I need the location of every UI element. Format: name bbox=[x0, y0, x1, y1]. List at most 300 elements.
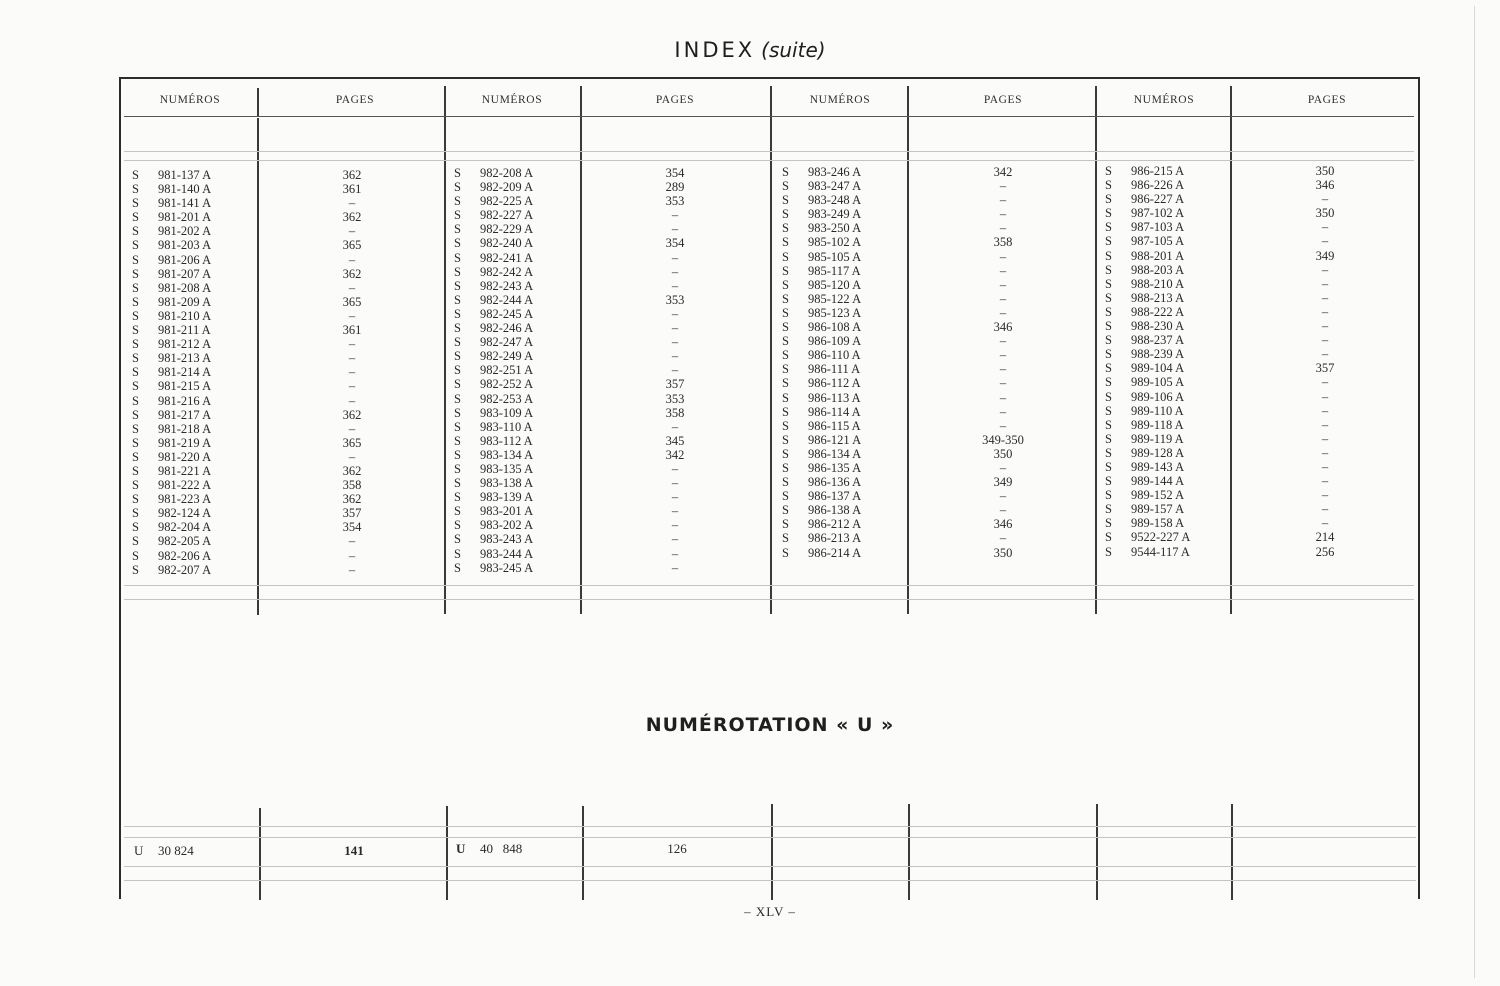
entry-number: 981-207 A bbox=[158, 266, 212, 281]
entry-number: 988-230 A bbox=[1131, 319, 1185, 334]
entry-prefix: S bbox=[782, 320, 789, 335]
entry-number: 989-128 A bbox=[1131, 445, 1185, 460]
entry-prefix: S bbox=[1105, 544, 1112, 559]
entry-page: – bbox=[1321, 488, 1329, 503]
entry-prefix: S bbox=[1105, 347, 1112, 362]
entry-page: 358 bbox=[342, 478, 362, 493]
entry-number: 982-246 A bbox=[480, 321, 534, 336]
entry-page: – bbox=[671, 335, 679, 350]
entry-page: – bbox=[348, 449, 356, 464]
entry-number: 981-201 A bbox=[158, 210, 212, 225]
entry-prefix: S bbox=[132, 294, 139, 309]
entry-number: 981-203 A bbox=[158, 238, 212, 253]
entry-prefix: S bbox=[1105, 262, 1112, 277]
header-pages-3: PAGES bbox=[983, 94, 1023, 106]
entry-page: – bbox=[1321, 276, 1329, 291]
entry-number: 985-122 A bbox=[808, 291, 862, 306]
entry-prefix: S bbox=[132, 337, 139, 352]
entry-page: – bbox=[348, 393, 356, 408]
entry-page: – bbox=[348, 308, 356, 323]
entry-prefix: S bbox=[132, 252, 139, 267]
entry-page: 349-350 bbox=[982, 432, 1024, 447]
entry-number: 981-218 A bbox=[158, 421, 212, 436]
entry-number: 982-204 A bbox=[158, 520, 212, 535]
entry-prefix: S bbox=[1105, 530, 1112, 545]
column-separator bbox=[770, 86, 772, 614]
entry-page: 353 bbox=[665, 292, 685, 307]
entry-page: 361 bbox=[342, 323, 362, 338]
u-rule bbox=[124, 826, 1416, 827]
column-separator bbox=[580, 86, 582, 614]
entry-prefix: S bbox=[454, 321, 461, 336]
entry-prefix: S bbox=[132, 407, 139, 422]
entry-number: 986-109 A bbox=[808, 334, 862, 349]
entry-number: 989-158 A bbox=[1131, 516, 1185, 531]
entry-prefix: S bbox=[454, 461, 461, 476]
entry-page: – bbox=[671, 546, 679, 561]
entry-page: – bbox=[1321, 459, 1329, 474]
u-number: 30 824 bbox=[158, 843, 194, 858]
entry-page: 350 bbox=[1315, 206, 1335, 221]
entry-page: – bbox=[348, 379, 356, 394]
entry-page: 362 bbox=[342, 266, 362, 281]
u-column-separator bbox=[446, 806, 448, 900]
entry-page: – bbox=[999, 348, 1007, 363]
entry-number: 989-143 A bbox=[1131, 459, 1185, 474]
entry-prefix: S bbox=[1105, 417, 1112, 432]
header-pages-1: PAGES bbox=[335, 94, 375, 106]
entry-number: 982-205 A bbox=[158, 534, 212, 549]
entry-page: – bbox=[671, 349, 679, 364]
entry-prefix: S bbox=[782, 362, 789, 377]
entry-number: 986-135 A bbox=[808, 460, 862, 475]
entry-number: 983-201 A bbox=[480, 504, 534, 519]
entry-prefix: S bbox=[454, 278, 461, 293]
entry-page: 346 bbox=[1315, 178, 1335, 193]
entry-prefix: S bbox=[1105, 192, 1112, 207]
entry-prefix: S bbox=[1105, 474, 1112, 489]
entry-page: – bbox=[671, 222, 679, 237]
header-pages-4: PAGES bbox=[1307, 94, 1347, 106]
entry-prefix: S bbox=[782, 334, 789, 349]
entry-number: 983-250 A bbox=[808, 221, 862, 236]
entry-prefix: S bbox=[132, 562, 139, 577]
entry-prefix: S bbox=[454, 180, 461, 195]
entry-number: 986-227 A bbox=[1131, 192, 1185, 207]
column-separator bbox=[257, 88, 259, 116]
entry-page: – bbox=[999, 531, 1007, 546]
entry-number: 981-206 A bbox=[158, 252, 212, 267]
entry-page: 362 bbox=[342, 168, 362, 182]
entry-prefix: S bbox=[1105, 248, 1112, 263]
entry-number: 989-104 A bbox=[1131, 361, 1185, 376]
entry-number: 989-110 A bbox=[1131, 403, 1184, 418]
entry-prefix: S bbox=[454, 349, 461, 364]
entry-number: 983-246 A bbox=[808, 165, 862, 179]
entry-page: 362 bbox=[342, 407, 362, 422]
entry-page: – bbox=[999, 334, 1007, 349]
entry-number: 981-137 A bbox=[158, 168, 212, 182]
entry-number: 981-214 A bbox=[158, 365, 212, 380]
entry-page: – bbox=[1321, 319, 1329, 334]
entry-page: 350 bbox=[993, 545, 1013, 560]
entry-number: 981-217 A bbox=[158, 407, 212, 422]
entry-number: 983-247 A bbox=[808, 179, 862, 194]
entry-page: 346 bbox=[993, 517, 1013, 532]
table-end-rule bbox=[124, 599, 1414, 600]
entry-prefix: S bbox=[782, 221, 789, 236]
entry-number: 981-223 A bbox=[158, 492, 212, 507]
entry-prefix: S bbox=[782, 418, 789, 433]
entry-number: 981-141 A bbox=[158, 196, 212, 211]
entry-number: 988-203 A bbox=[1131, 262, 1185, 277]
entry-number: 989-152 A bbox=[1131, 488, 1185, 503]
entry-prefix: S bbox=[1105, 276, 1112, 291]
entry-prefix: S bbox=[454, 194, 461, 209]
entry-prefix: S bbox=[782, 193, 789, 208]
entry-prefix: S bbox=[132, 224, 139, 239]
entry-prefix: S bbox=[454, 518, 461, 533]
u-entry-2 bbox=[456, 841, 522, 857]
u-rule bbox=[124, 880, 1416, 881]
entry-page: – bbox=[671, 518, 679, 533]
entry-prefix: S bbox=[132, 351, 139, 366]
entry-number: 982-124 A bbox=[158, 506, 212, 521]
entry-prefix: S bbox=[782, 460, 789, 475]
entry-prefix: S bbox=[782, 165, 789, 179]
entry-number: 982-208 A bbox=[480, 166, 534, 180]
entry-number: 986-110 A bbox=[808, 348, 861, 363]
entry-page: 365 bbox=[342, 435, 362, 450]
entry-prefix: S bbox=[1105, 431, 1112, 446]
section-title-u: NUMÉROTATION « U » bbox=[645, 714, 895, 736]
u-prefix: U bbox=[134, 843, 144, 858]
entry-page: – bbox=[671, 504, 679, 519]
entry-number: 982-251 A bbox=[480, 363, 534, 378]
entry-number: 986-115 A bbox=[808, 418, 861, 433]
entry-page: – bbox=[671, 208, 679, 223]
entry-prefix: S bbox=[132, 365, 139, 380]
entry-number: 981-202 A bbox=[158, 224, 212, 239]
entry-prefix: S bbox=[1105, 516, 1112, 531]
entry-number: 983-202 A bbox=[480, 518, 534, 533]
entry-number: 983-243 A bbox=[480, 532, 534, 547]
u-column-separator bbox=[259, 808, 261, 900]
entry-page: – bbox=[671, 476, 679, 491]
entry-prefix: S bbox=[1105, 178, 1112, 193]
entry-page: – bbox=[348, 224, 356, 239]
entry-prefix: S bbox=[782, 390, 789, 405]
column-separator bbox=[907, 86, 909, 614]
entry-prefix: S bbox=[1105, 375, 1112, 390]
entry-page: 354 bbox=[342, 520, 362, 535]
entry-prefix: S bbox=[782, 235, 789, 250]
entry-number: 982-243 A bbox=[480, 278, 534, 293]
pages-list-3 bbox=[953, 165, 1053, 560]
entry-prefix: S bbox=[1105, 445, 1112, 460]
entry-page: – bbox=[1321, 347, 1329, 362]
entry-page: – bbox=[1321, 234, 1329, 249]
entry-page: – bbox=[348, 534, 356, 549]
entry-number: 982-227 A bbox=[480, 208, 534, 223]
entry-prefix: S bbox=[454, 532, 461, 547]
entry-page: 342 bbox=[993, 165, 1013, 179]
entry-page: – bbox=[671, 321, 679, 336]
entry-page: – bbox=[1321, 333, 1329, 348]
entry-prefix: S bbox=[1105, 389, 1112, 404]
entry-prefix: S bbox=[454, 306, 461, 321]
entry-number: 985-117 A bbox=[808, 263, 861, 278]
entry-page: 353 bbox=[665, 194, 685, 209]
entry-number: 985-102 A bbox=[808, 235, 862, 250]
entry-page: 350 bbox=[993, 446, 1013, 461]
page-number: – XLV – bbox=[744, 904, 796, 919]
entry-number: 989-119 A bbox=[1131, 431, 1184, 446]
entry-page: 358 bbox=[665, 405, 685, 420]
entry-prefix: S bbox=[132, 506, 139, 521]
entry-page: – bbox=[671, 419, 679, 434]
entry-prefix: S bbox=[454, 391, 461, 406]
entry-prefix: S bbox=[782, 305, 789, 320]
entry-page: 357 bbox=[342, 506, 362, 521]
entry-number: 987-103 A bbox=[1131, 220, 1185, 235]
entry-page: – bbox=[348, 337, 356, 352]
entry-prefix: S bbox=[132, 421, 139, 436]
entry-number: 989-118 A bbox=[1131, 417, 1184, 432]
entry-page: – bbox=[1321, 375, 1329, 390]
entry-number: 983-109 A bbox=[480, 405, 534, 420]
entry-number: 983-135 A bbox=[480, 461, 534, 476]
entry-number: 983-110 A bbox=[480, 419, 533, 434]
entry-number: 988-201 A bbox=[1131, 248, 1185, 263]
entry-number: 989-106 A bbox=[1131, 389, 1185, 404]
page-title bbox=[0, 38, 1500, 62]
entry-number: 981-213 A bbox=[158, 351, 212, 366]
pages-list-4 bbox=[1275, 164, 1375, 559]
entry-number: 986-138 A bbox=[808, 503, 862, 518]
entry-number: 982-209 A bbox=[480, 180, 534, 195]
entry-prefix: S bbox=[1105, 333, 1112, 348]
entry-page: – bbox=[1321, 502, 1329, 517]
header-rule bbox=[124, 116, 1414, 117]
entry-page: 345 bbox=[665, 433, 685, 448]
entry-number: 981-216 A bbox=[158, 393, 212, 408]
entry-page: – bbox=[671, 278, 679, 293]
entry-page: 342 bbox=[665, 447, 685, 462]
entry-prefix: S bbox=[132, 210, 139, 225]
entry-prefix: S bbox=[132, 266, 139, 281]
header-rule bbox=[124, 151, 1414, 152]
entry-number: 988-222 A bbox=[1131, 304, 1185, 319]
entry-page: – bbox=[1321, 445, 1329, 460]
entry-page: – bbox=[999, 221, 1007, 236]
entry-prefix: S bbox=[1105, 488, 1112, 503]
entry-number: 982-229 A bbox=[480, 222, 534, 237]
entry-page: – bbox=[999, 460, 1007, 475]
entry-prefix: S bbox=[782, 446, 789, 461]
entry-page: – bbox=[671, 461, 679, 476]
entry-number: 982-245 A bbox=[480, 306, 534, 321]
u-column-separator bbox=[908, 804, 910, 900]
entry-page: 361 bbox=[342, 182, 362, 197]
entry-prefix: S bbox=[454, 504, 461, 519]
entry-page: 354 bbox=[665, 236, 685, 251]
entry-number: 989-144 A bbox=[1131, 474, 1185, 489]
entry-prefix: S bbox=[1105, 361, 1112, 376]
entry-prefix: S bbox=[782, 475, 789, 490]
entry-prefix: S bbox=[454, 490, 461, 505]
entry-page: 289 bbox=[665, 180, 685, 195]
entry-page: 365 bbox=[342, 238, 362, 253]
entry-page: – bbox=[348, 562, 356, 577]
entry-number: 983-138 A bbox=[480, 476, 534, 491]
entry-number: 988-210 A bbox=[1131, 276, 1185, 291]
entry-page: – bbox=[999, 390, 1007, 405]
entry-prefix: S bbox=[782, 531, 789, 546]
entry-page: – bbox=[1321, 290, 1329, 305]
entry-number: 981-209 A bbox=[158, 294, 212, 309]
entry-page: – bbox=[1321, 431, 1329, 446]
entry-page: – bbox=[671, 363, 679, 378]
entry-prefix: S bbox=[132, 168, 139, 182]
entry-prefix: S bbox=[454, 419, 461, 434]
entry-number: 982-242 A bbox=[480, 264, 534, 279]
entry-page: 346 bbox=[993, 320, 1013, 335]
entry-page: – bbox=[1321, 516, 1329, 531]
entry-page: – bbox=[999, 376, 1007, 391]
entry-prefix: S bbox=[132, 548, 139, 563]
entry-prefix: S bbox=[782, 291, 789, 306]
entry-number: 982-206 A bbox=[158, 548, 212, 563]
entry-number: 982-253 A bbox=[480, 391, 534, 406]
entry-prefix: S bbox=[782, 263, 789, 278]
entry-page: 350 bbox=[1315, 164, 1335, 178]
page-edge bbox=[1474, 6, 1475, 978]
entry-number: 989-105 A bbox=[1131, 375, 1185, 390]
entry-prefix: S bbox=[454, 363, 461, 378]
entry-page: 362 bbox=[342, 210, 362, 225]
entry-number: 9522-227 A bbox=[1131, 530, 1191, 545]
column-separator bbox=[1095, 86, 1097, 614]
entry-prefix: S bbox=[782, 179, 789, 194]
entry-number: 988-239 A bbox=[1131, 347, 1185, 362]
entry-prefix: S bbox=[454, 264, 461, 279]
entry-page: – bbox=[999, 362, 1007, 377]
entry-prefix: S bbox=[1105, 220, 1112, 235]
entry-prefix: S bbox=[782, 545, 789, 560]
entry-page: 349 bbox=[1315, 248, 1335, 263]
header-numeros-4: NUMÉROS bbox=[1133, 94, 1195, 106]
entry-prefix: S bbox=[1105, 164, 1112, 178]
entry-prefix: S bbox=[132, 463, 139, 478]
header-numeros-2: NUMÉROS bbox=[481, 94, 543, 106]
entry-number: 983-248 A bbox=[808, 193, 862, 208]
entry-number: 981-211 A bbox=[158, 323, 211, 338]
entry-number: 9544-117 A bbox=[1131, 544, 1190, 559]
entry-prefix: S bbox=[454, 433, 461, 448]
u-column-separator bbox=[582, 806, 584, 900]
entry-page: 365 bbox=[342, 294, 362, 309]
entry-number: 982-225 A bbox=[480, 194, 534, 209]
entry-page: 358 bbox=[993, 235, 1013, 250]
entry-prefix: S bbox=[454, 166, 461, 180]
entry-number: 986-111 A bbox=[808, 362, 861, 377]
entry-number: 981-215 A bbox=[158, 379, 212, 394]
u-column-separator bbox=[1096, 804, 1098, 900]
entry-page: – bbox=[348, 351, 356, 366]
entry-page: – bbox=[1321, 417, 1329, 432]
entry-prefix: S bbox=[782, 503, 789, 518]
entry-number: 987-105 A bbox=[1131, 234, 1185, 249]
header-pages-2: PAGES bbox=[655, 94, 695, 106]
entry-page: – bbox=[1321, 474, 1329, 489]
entry-page: – bbox=[348, 548, 356, 563]
entry-number: 983-112 A bbox=[480, 433, 533, 448]
entry-page: – bbox=[999, 404, 1007, 419]
entry-prefix: S bbox=[454, 560, 461, 575]
u-column-separator bbox=[1231, 804, 1233, 900]
header-numeros-3: NUMÉROS bbox=[809, 94, 871, 106]
entry-page: 362 bbox=[342, 463, 362, 478]
entry-number: 986-112 A bbox=[808, 376, 861, 391]
title-sub: (suite) bbox=[761, 38, 826, 62]
entry-number: 981-208 A bbox=[158, 280, 212, 295]
entry-prefix: S bbox=[132, 379, 139, 394]
entry-number: 986-108 A bbox=[808, 320, 862, 335]
entry-prefix: S bbox=[454, 476, 461, 491]
entry-number: 982-249 A bbox=[480, 349, 534, 364]
entry-prefix: S bbox=[782, 489, 789, 504]
entry-number: 986-226 A bbox=[1131, 178, 1185, 193]
entry-number: 986-213 A bbox=[808, 531, 862, 546]
entry-number: 986-214 A bbox=[808, 545, 862, 560]
entry-page: – bbox=[999, 193, 1007, 208]
entry-prefix: S bbox=[782, 249, 789, 264]
entry-page: – bbox=[348, 196, 356, 211]
entry-prefix: S bbox=[782, 517, 789, 532]
entry-page: – bbox=[999, 207, 1007, 222]
header-rule bbox=[124, 160, 1414, 161]
entry-prefix: S bbox=[1105, 304, 1112, 319]
entry-number: 983-244 A bbox=[480, 546, 534, 561]
entry-page: – bbox=[671, 532, 679, 547]
entry-page: – bbox=[999, 489, 1007, 504]
column-separator bbox=[444, 86, 446, 614]
entry-prefix: S bbox=[782, 207, 789, 222]
entry-prefix: S bbox=[132, 478, 139, 493]
entry-prefix: S bbox=[782, 376, 789, 391]
entry-prefix: S bbox=[454, 377, 461, 392]
entry-prefix: S bbox=[1105, 319, 1112, 334]
entry-number: 982-244 A bbox=[480, 292, 534, 307]
entry-number: 986-134 A bbox=[808, 446, 862, 461]
u-prefix: U bbox=[456, 841, 466, 856]
entry-page: – bbox=[999, 263, 1007, 278]
pages-list-2 bbox=[625, 166, 725, 575]
entry-number: 983-134 A bbox=[480, 447, 534, 462]
entry-prefix: S bbox=[132, 308, 139, 323]
entry-number: 985-120 A bbox=[808, 277, 862, 292]
entry-page: 357 bbox=[1315, 361, 1335, 376]
entry-page: – bbox=[671, 306, 679, 321]
entry-number: 987-102 A bbox=[1131, 206, 1185, 221]
entry-prefix: S bbox=[782, 404, 789, 419]
entry-page: – bbox=[671, 264, 679, 279]
entry-number: 982-247 A bbox=[480, 335, 534, 350]
entry-number: 985-123 A bbox=[808, 305, 862, 320]
entry-page: – bbox=[671, 250, 679, 265]
entry-number: 986-137 A bbox=[808, 489, 862, 504]
